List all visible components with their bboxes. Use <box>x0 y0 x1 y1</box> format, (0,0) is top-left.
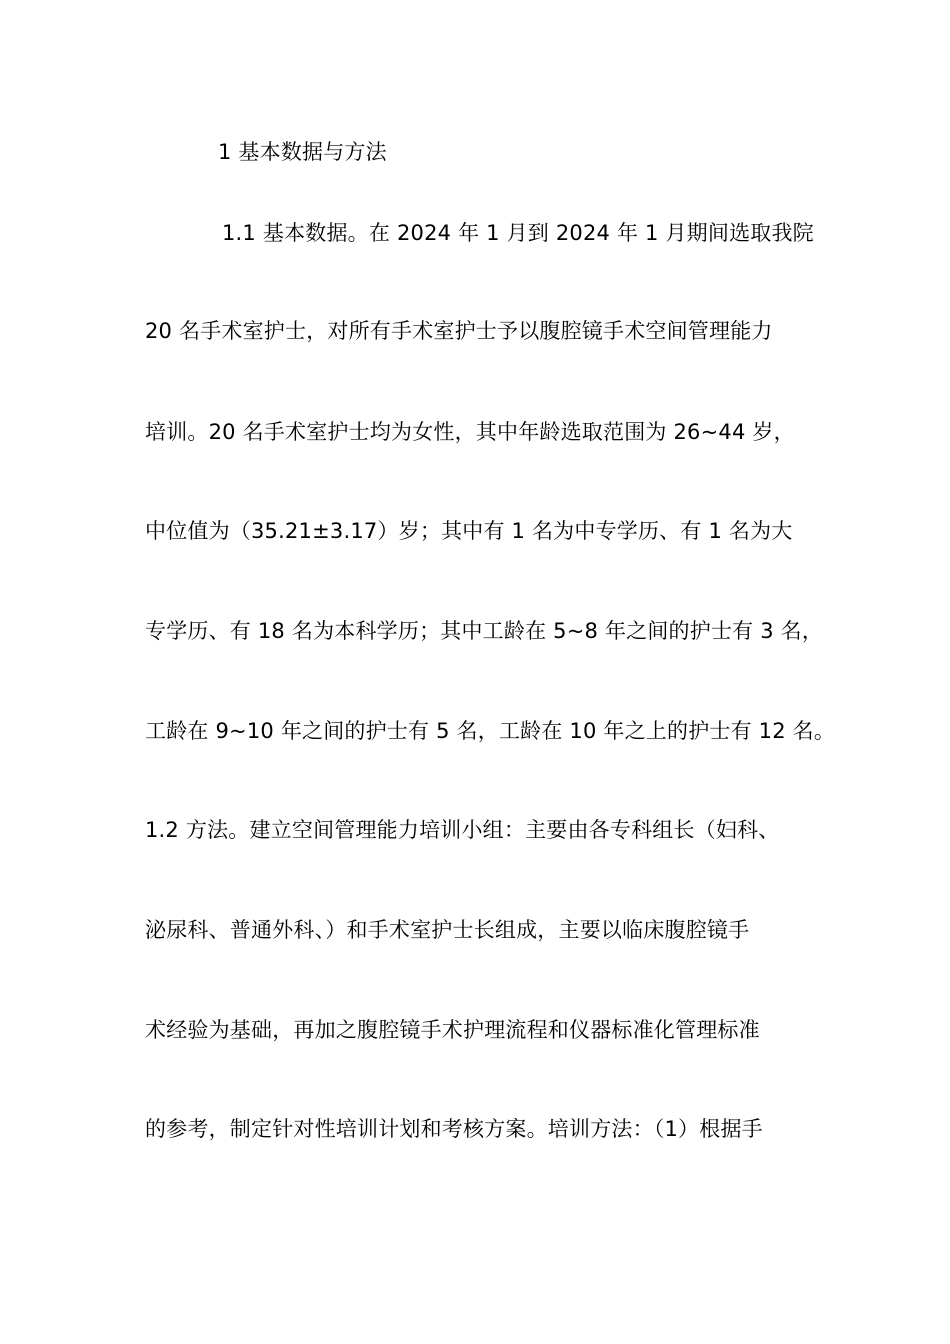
paragraph-line: 中位值为（35.21±3.17）岁；其中有 1 名为中专学历、有 1 名为大 <box>145 519 793 543</box>
paragraph-line: 术经验为基础，再加之腹腔镜手术护理流程和仪器标准化管理标准 <box>145 1018 760 1042</box>
paragraph-line: 专学历、有 18 名为本科学历；其中工龄在 5~8 年之间的护士有 3 名， <box>145 619 824 643</box>
section-heading: 1 基本数据与方法 <box>218 140 387 164</box>
paragraph-line: 工龄在 9~10 年之间的护士有 5 名，工龄在 10 年之上的护士有 12 名。 <box>145 719 836 743</box>
paragraph-line: 泌尿科、普通外科、）和手术室护士长组成，主要以临床腹腔镜手 <box>145 918 750 942</box>
paragraph-line: 1.2 方法。建立空间管理能力培训小组：主要由各专科组长（妇科、 <box>145 818 780 842</box>
paragraph-line: 培训。20 名手术室护士均为女性，其中年龄选取范围为 26~44 岁， <box>145 420 795 444</box>
paragraph-line: 1.1 基本数据。在 2024 年 1 月到 2024 年 1 月期间选取我院 <box>222 221 814 245</box>
paragraph-line: 20 名手术室护士，对所有手术室护士予以腹腔镜手术空间管理能力 <box>145 319 773 343</box>
paragraph-line: 的参考，制定针对性培训计划和考核方案。培训方法：（1）根据手 <box>145 1117 763 1141</box>
